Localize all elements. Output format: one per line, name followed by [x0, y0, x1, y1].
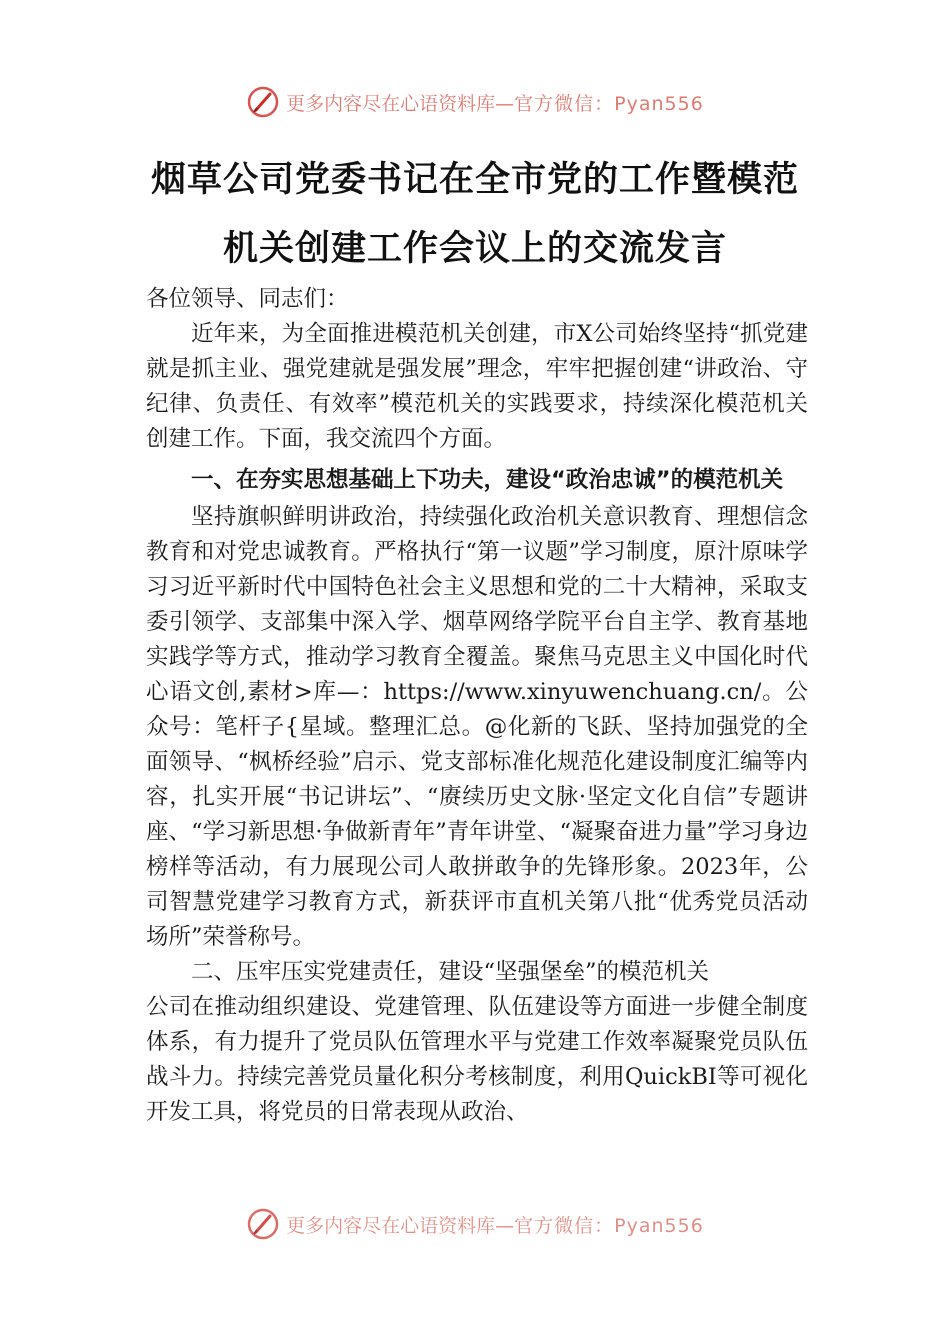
pen-logo-icon: [246, 1207, 280, 1241]
document-title-line-1: 烟草公司党委书记在全市党的工作暨模范: [150, 159, 799, 200]
pen-logo-icon: [246, 85, 280, 119]
banner-wechat: 官方微信：Pyan556: [514, 92, 704, 115]
banner-wechat: 官方微信：Pyan556: [514, 1214, 704, 1237]
banner-text: 更多内容尽在心语资料库—: [286, 1214, 515, 1237]
section-heading-1: 一、在夯实思想基础上下功夫，建设“政治忠诚”的模范机关: [191, 467, 784, 493]
section-heading-2: 二、压牢压实党建责任，建设“坚强堡垒”的模范机关: [191, 959, 710, 985]
footer-watermark-banner: [0, 1204, 950, 1244]
section-paragraph-1: 坚持旗帜鲜明讲政治，持续强化政治机关意识教育、理想信念教育和对党忠诚教育。严格执行“第一议题”学习制度，原汁原味学习习近平新时代中国特色社会主义思想和党的二十大精神，采取支委引领学、支部集中深入学、烟草网络学院平台自主学、教育基地实践学等方式，推动学习教育全覆盖。聚焦马克思主义中国化时代心语文创,素材>库—：https://www.xinyuwenchuang.cn/。公众号：笔杆子{星域。整理汇总。@化新的飞跃、坚持加强党的全面领导、“枫桥经验”启示、党支部标准化规范化建设制度汇编等内容，扎实开展“书记讲坛”、“赓续历史文脉·坚定文化自信”专题讲座、“学习新思想·争做新青年”青年讲堂、“凝聚奋进力量”学习身边榜样等活动，有力展现公司人敢拼敢争的先锋形象。2023年，公司智慧党建学习教育方式，新获评市直机关第八批“优秀党员活动场所”荣誉称号。: [146, 504, 808, 950]
header-watermark-banner: [0, 82, 950, 122]
banner-text: 更多内容尽在心语资料库—: [286, 92, 515, 115]
section-paragraph-2: 公司在推动组织建设、党建管理、队伍建设等方面进一步健全制度体系，有力提升了党员队伍管理水平与党建工作效率凝聚党员队伍战斗力。持续完善党员量化积分考核制度，利用QuickBI等可视化开发工具，将党员的日常表现从政治、: [146, 994, 808, 1125]
greeting: 各位领导、同志们：: [146, 286, 349, 312]
document-body: [146, 282, 808, 1130]
document-title-line-2: 机关创建工作会议上的交流发言: [222, 228, 727, 269]
intro-paragraph: 近年来，为全面推进模范机关创建，市X公司始终坚持“抓党建就是抓主业、强党建就是强发展”理念，牢牢把握创建“讲政治、守纪律、负责任、有效率”模范机关的实践要求，持续深化模范机关创建工作。下面，我交流四个方面。: [146, 321, 808, 452]
